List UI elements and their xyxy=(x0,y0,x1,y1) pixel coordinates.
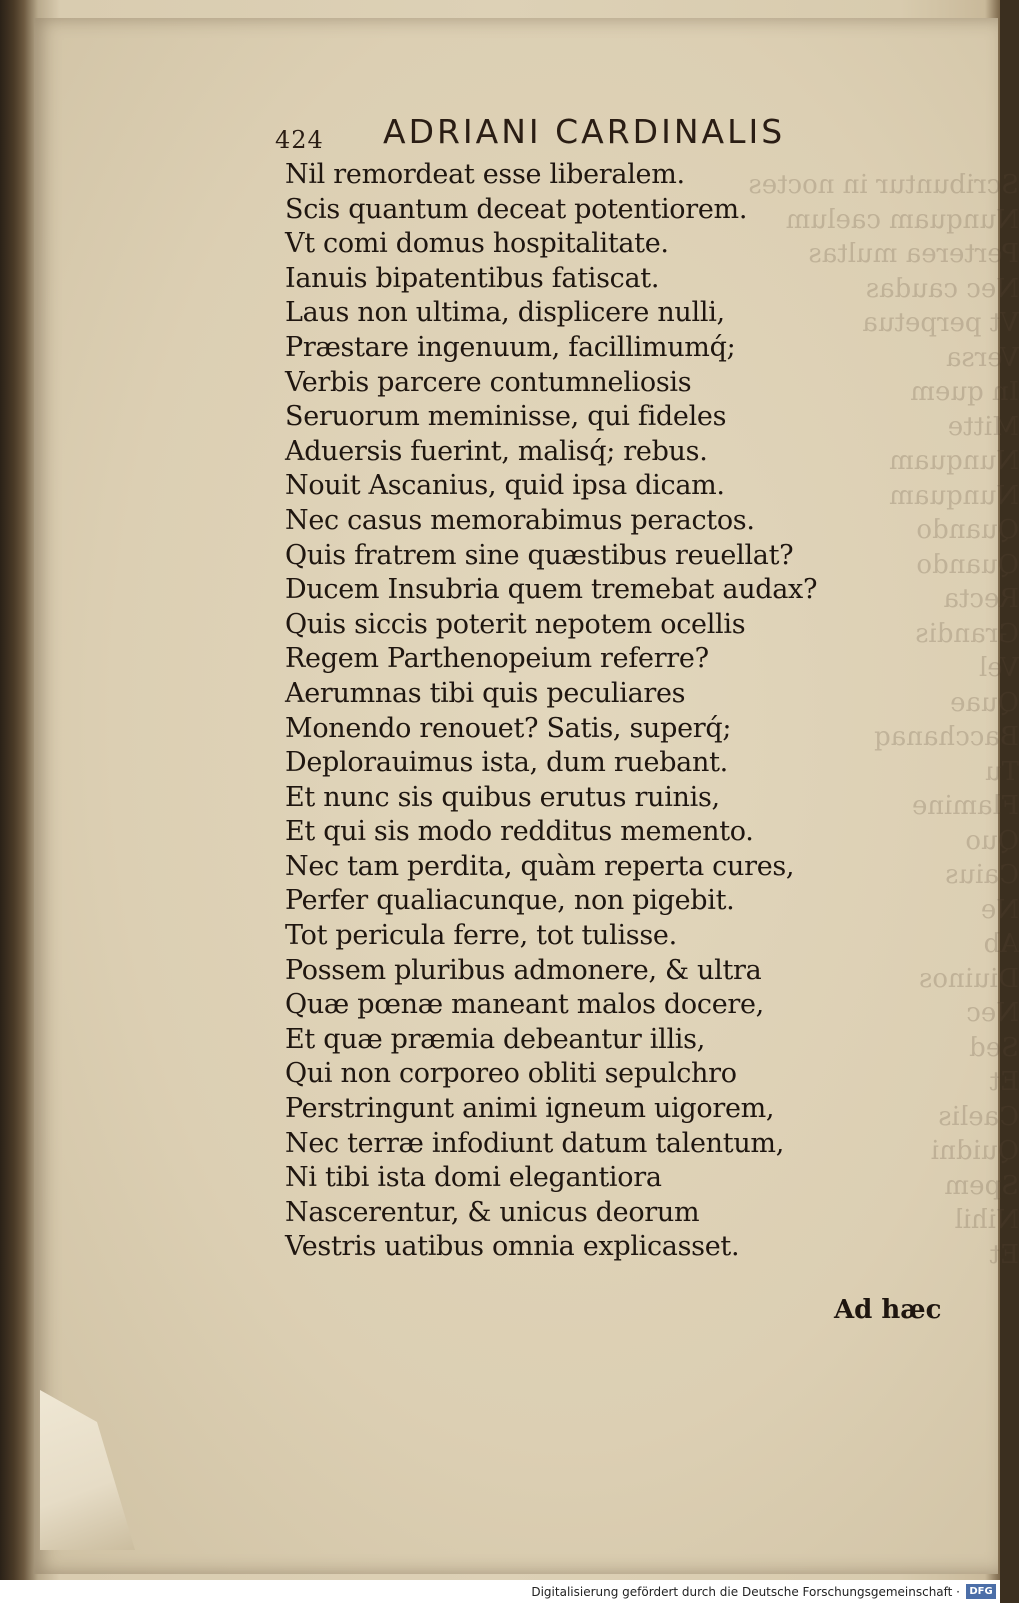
verse-line: Deplorauimus ista, dum ruebant. xyxy=(285,747,728,779)
show-through-text: Scribuntur in noctes Nunquam caelum Perterea multas Nec caudas Vt perpetua Versa In quem Mitte Nunquam Nunquam Quando Quando Recta Grandis Vel Quae Bacchanaq Tu Flamine Quo Caius Ne Ab Diuinos Nec Sed Et Caelis Quidni Spem Nihil Et xyxy=(748,170,1019,1270)
verse-line: Et quæ præmia debeantur illis, xyxy=(285,1023,705,1055)
verse-line: Vt comi domus hospitalitate. xyxy=(285,228,669,260)
verse-line: Nouit Ascanius, quid ipsa dicam. xyxy=(285,470,725,502)
digitization-footer xyxy=(0,1580,1000,1603)
verse-line: Et nunc sis quibus erutus ruinis, xyxy=(285,781,720,813)
verse-line: Præstare ingenuum, facillimumq́; xyxy=(285,331,736,363)
verse-line: Ianuis bipatentibus fatiscat. xyxy=(285,262,660,294)
verse-line: Nec terræ infodiunt datum talentum, xyxy=(285,1127,784,1159)
verse-line: Tot pericula ferre, tot tulisse. xyxy=(285,920,677,952)
catchword: Ad hæc xyxy=(834,1295,942,1325)
verse-line: Possem pluribus admonere, & ultra xyxy=(285,954,762,986)
verse-line: Quis siccis poterit nepotem ocellis xyxy=(285,608,746,640)
verse-line: Verbis parcere contumneliosis xyxy=(285,366,692,398)
verse-line: Vestris uatibus omnia explicasset. xyxy=(285,1231,740,1263)
verse-line: Quis fratrem sine quæstibus reuellat? xyxy=(285,539,794,571)
verse-line: Perfer qualiacunque, non pigebit. xyxy=(285,885,735,917)
running-head: ADRIANI CARDINALIS xyxy=(383,112,786,151)
verse-line: Quæ pœnæ maneant malos docere, xyxy=(285,989,764,1021)
verse-line: Laus non ultima, displicere nulli, xyxy=(285,297,725,329)
verse-line: Monendo renouet? Satis, superq́; xyxy=(285,712,732,744)
verse-list xyxy=(285,158,818,1265)
dfg-logo-icon: DFG xyxy=(966,1584,996,1599)
verse-line: Aerumnas tibi quis peculiares xyxy=(285,677,686,709)
verse-line: Et qui sis modo redditus memento. xyxy=(285,816,754,848)
verse-line: Perstringunt animi igneum uigorem, xyxy=(285,1093,775,1125)
verse-line: Ducem Insubria quem tremebat audax? xyxy=(285,574,818,606)
verse-line: Qui non corporeo obliti sepulchro xyxy=(285,1058,737,1090)
verse-line: Nascerentur, & unicus deorum xyxy=(285,1196,700,1228)
funding-credit: Digitalisierung gefördert durch die Deutsche Forschungsgemeinschaft · xyxy=(531,1584,960,1599)
verse-line: Scis quantum deceat potentiorem. xyxy=(285,193,748,225)
verse-line: Nec tam perdita, quàm reperta cures, xyxy=(285,850,795,882)
page-header xyxy=(275,112,875,156)
verse-line: Nec casus memorabimus peractos. xyxy=(285,504,755,536)
page-number: 424 xyxy=(275,126,324,154)
verse-line: Seruorum meminisse, qui fideles xyxy=(285,401,727,433)
verse-line: Regem Parthenopeium referre? xyxy=(285,643,709,675)
verse-line: Aduersis fuerint, malisq́; rebus. xyxy=(285,435,708,467)
verse-line: Nil remordeat esse liberalem. xyxy=(285,159,685,190)
verse-line: Ni tibi ista domi elegantiora xyxy=(285,1162,662,1194)
